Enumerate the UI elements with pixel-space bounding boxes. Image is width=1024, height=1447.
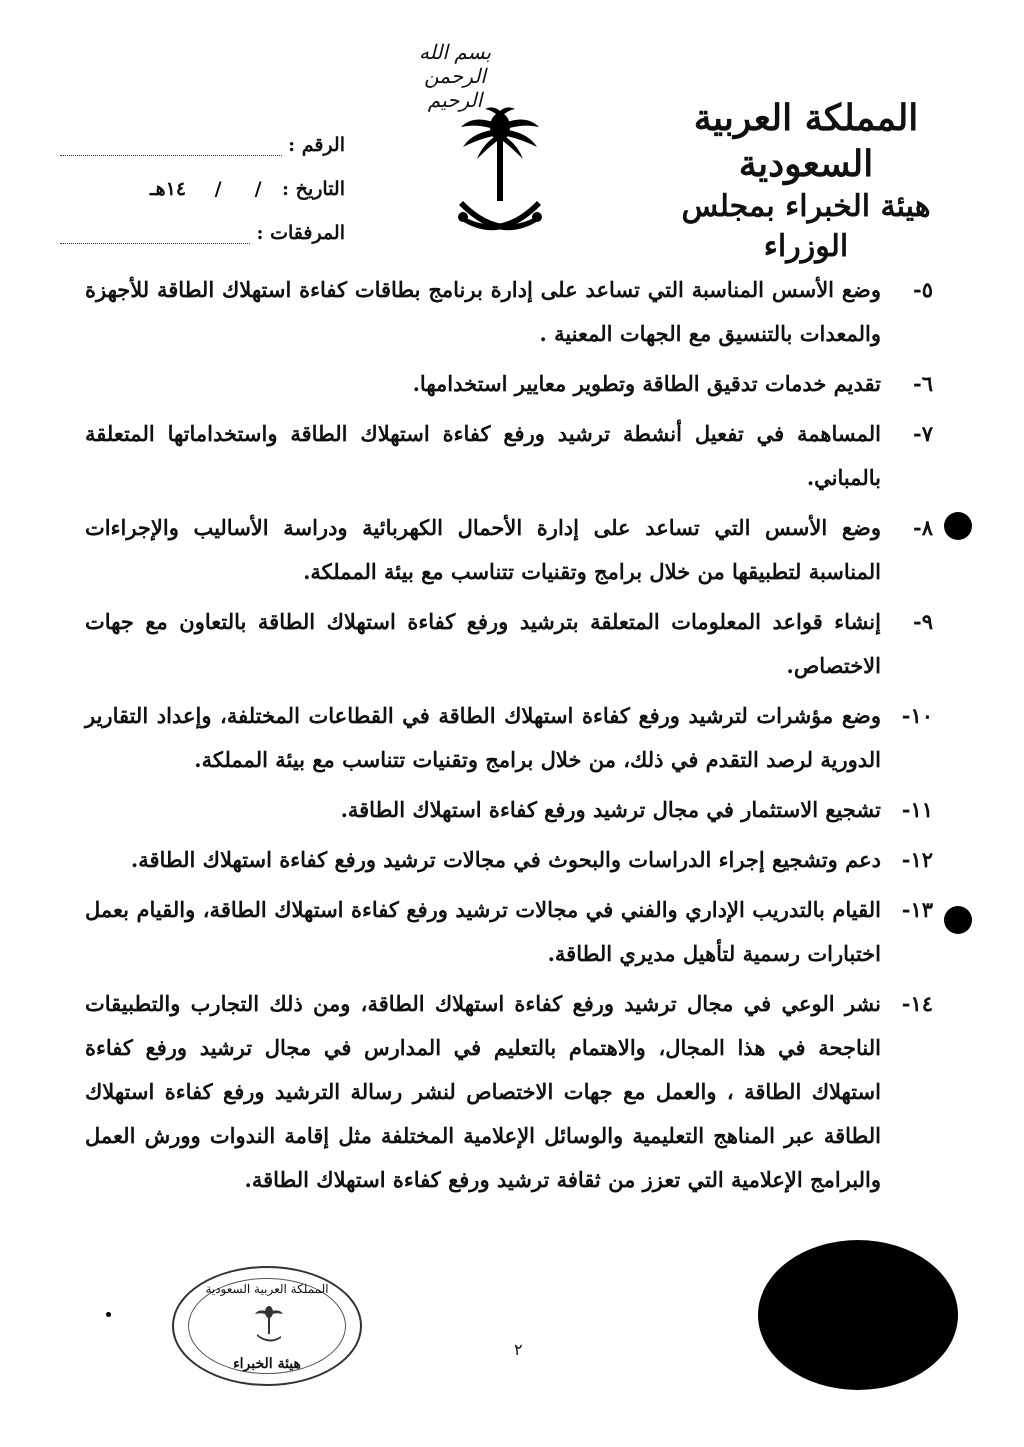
- list-item: [85, 506, 933, 594]
- reference-number-label: الرقم :: [288, 134, 345, 156]
- date-label: التاريخ :: [282, 178, 345, 200]
- list-item: [85, 694, 933, 782]
- item-number: ٩-: [913, 609, 933, 634]
- seal-top-text: المملكة العربية السعودية: [205, 1282, 329, 1296]
- org-name-kingdom: المملكة العربية السعودية: [693, 97, 919, 185]
- item-text: القيام بالتدريب الإداري والفني في مجالات ترشيد ورفع كفاءة استهلاك الطاقة، والقيام بعمل اختبارات رسمية لتأهيل مديري الطاقة.: [85, 897, 881, 966]
- item-text: وضع الأسس التي تساعد على إدارة الأحمال الكهربائية ودراسة الأساليب والإجراءات المناسبة لتطبيقها من خلال برامج وتقنيات تتناسب مع بيئة المملكة.: [85, 515, 881, 584]
- list-item: [85, 788, 933, 832]
- item-text: نشر الوعي في مجال ترشيد ورفع كفاءة استهلاك الطاقة، ومن ذلك التجارب والتطبيقات الناجحة في هذا المجال، والاهتمام بالتعليم في المدارس في مجال ترشيد ورفع كفاءة استهلاك الطاقة ، والعمل مع جهات الاختصاص لنشر رسالة الترشيد ورفع كفاءة استهلاك الطاقة عبر المناهج التعليمية والوسائل الإعلامية المختلفة مثل إقامة الندوات وورش العمل والبرامج الإعلامية التي تعزز من ثقافة ترشيد ورفع كفاءة استهلاك الطاقة.: [85, 991, 881, 1192]
- attachments-row: [60, 200, 345, 244]
- list-item: [85, 982, 933, 1202]
- seal-palm-icon: [254, 1304, 284, 1344]
- item-number: ٧-: [913, 421, 933, 446]
- list-item: [85, 362, 933, 406]
- reference-number-row: [60, 112, 345, 156]
- palm-swords-emblem-icon: [455, 105, 545, 245]
- list-item: [85, 838, 933, 882]
- page-number: ٢: [514, 1340, 523, 1359]
- date-hijri-suffix: ١٤هـ: [150, 178, 187, 200]
- seal-bottom-text: هيئة الخبراء: [233, 1356, 301, 1372]
- list-item: [85, 600, 933, 688]
- item-number: ١١-: [901, 797, 933, 822]
- official-seal-stamp: [172, 1266, 362, 1386]
- org-name-authority: هيئة الخبراء بمجلس الوزراء: [681, 189, 931, 264]
- list-item: [85, 888, 933, 976]
- reference-block: [60, 112, 345, 244]
- reference-number-line: [60, 137, 282, 156]
- punch-hole-mark: [944, 906, 972, 934]
- item-number: ١٢-: [901, 847, 933, 872]
- item-text: تقديم خدمات تدقيق الطاقة وتطوير معايير استخدامها.: [412, 371, 881, 396]
- basmala: بسم الله الرحمن الرحيم: [418, 40, 492, 112]
- item-number: ١٠-: [901, 703, 933, 728]
- item-text: وضع الأسس المناسبة التي تساعد على إدارة برنامج بطاقات كفاءة استهلاك الطاقة للأجهزة والمعدات بالتنسيق مع الجهات المعنية .: [85, 277, 881, 346]
- date-row: [60, 156, 345, 200]
- items-list: [85, 268, 933, 1208]
- item-number: ٦-: [913, 371, 933, 396]
- item-text: وضع مؤشرات لترشيد ورفع كفاءة استهلاك الطاقة في القطاعات المختلفة، وإعداد التقارير الدورية لرصد التقدم في ذلك، من خلال برامج وتقنيات تتناسب مع بيئة المملكة.: [85, 703, 881, 772]
- attachments-label: المرفقات :: [256, 222, 345, 244]
- redaction-blot: [758, 1240, 958, 1390]
- item-number: ٨-: [913, 515, 933, 540]
- list-item: [85, 412, 933, 500]
- item-text: المساهمة في تفعيل أنشطة ترشيد ورفع كفاءة استهلاك الطاقة واستخداماتها المتعلقة بالمباني.: [85, 421, 881, 490]
- date-separator: /: [214, 178, 222, 200]
- punch-hole-mark: [944, 512, 972, 540]
- item-number: ٥-: [913, 277, 933, 302]
- item-number: ١٣-: [901, 897, 933, 922]
- list-item: [85, 268, 933, 356]
- item-number: ١٤-: [901, 991, 933, 1016]
- ink-speck: [106, 1312, 111, 1317]
- date-separator: /: [254, 178, 262, 200]
- organization-header: [636, 95, 976, 267]
- item-text: دعم وتشجيع إجراء الدراسات والبحوث في مجالات ترشيد ورفع كفاءة استهلاك الطاقة.: [130, 847, 881, 872]
- attachments-line: [60, 225, 250, 244]
- item-text: تشجيع الاستثمار في مجال ترشيد ورفع كفاءة استهلاك الطاقة.: [340, 797, 881, 822]
- item-text: إنشاء قواعد المعلومات المتعلقة بترشيد ورفع كفاءة استهلاك الطاقة بالتعاون مع جهات الاختصاص.: [85, 609, 881, 678]
- date-fields: [60, 178, 276, 200]
